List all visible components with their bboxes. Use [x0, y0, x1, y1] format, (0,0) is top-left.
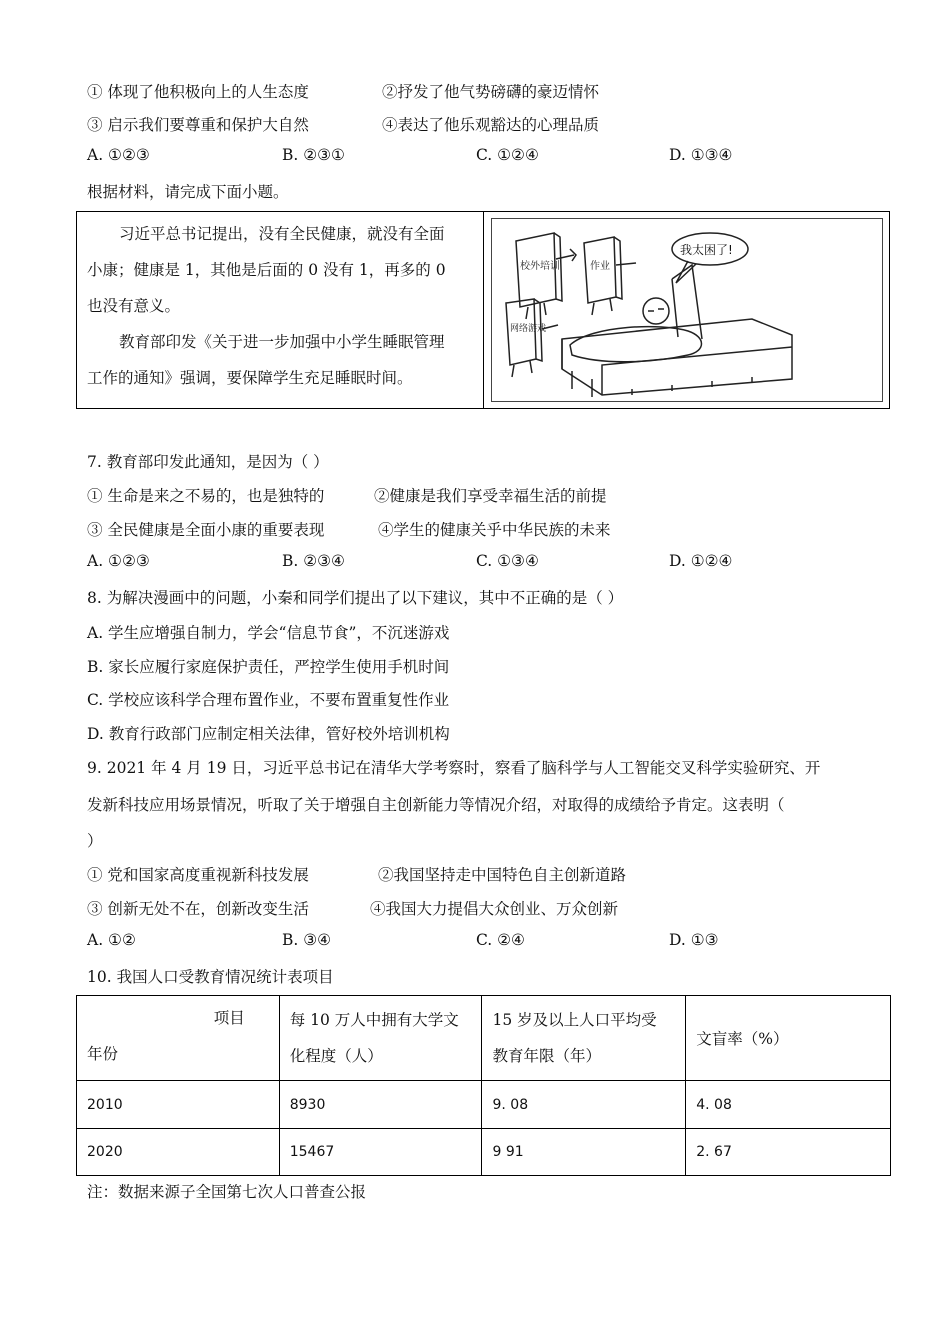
option-c[interactable]: C. ①②④	[476, 146, 539, 164]
q9-statement-4: ④我国大力提倡大众创业、万众创新	[370, 900, 619, 918]
table-row	[77, 1129, 891, 1176]
q7-option-b[interactable]: B. ②③④	[282, 552, 345, 570]
statement-4: ④表达了他乐观豁达的心理品质	[382, 116, 600, 134]
statement-1: ① 体现了他积极向上的人生态度	[87, 83, 309, 101]
q8-option-c[interactable]: C. 学校应该科学合理布置作业，不要布置重复性作业	[87, 691, 450, 709]
q7-statement-1: ① 生命是来之不易的，也是独特的	[87, 487, 325, 505]
material-text: 习近平总书记提出，没有全民健康，就没有全面 小康；健康是 1，其他是后面的 0 没有 1，再多的 0 也没有意义。 教育部印发《关于进一步加强中小学生睡眠管理 工作的通知》强调，要保障学生充足睡眠时间。	[87, 225, 446, 387]
q10-stem: 10. 我国人口受教育情况统计表项目	[87, 968, 334, 986]
statement-3: ③ 启示我们要尊重和保护大自然	[87, 116, 309, 134]
table-note: 注：数据来源子全国第七次人口普查公报	[87, 1183, 367, 1201]
q7-option-a[interactable]: A. ①②③	[87, 552, 150, 570]
cell-avg-education-years: 9. 08	[482, 1081, 686, 1129]
q7-stem: 7. 教育部印发此通知，是因为（ ）	[87, 453, 329, 471]
q8-option-b[interactable]: B. 家长应履行家庭保护责任，严控学生使用手机时间	[87, 658, 450, 676]
q7-statement-3: ③ 全民健康是全面小康的重要表现	[87, 521, 325, 539]
cell-avg-education-years: 9 91	[482, 1129, 686, 1176]
q7-statement-4: ④学生的健康关乎中华民族的未来	[378, 521, 611, 539]
book-label-1: 校外培训	[520, 261, 560, 272]
q9-stem-line-1: 9. 2021 年 4 月 19 日，习近平总书记在清华大学考察时，察看了脑科学与人工智能交叉科学实验研究、开	[87, 759, 821, 777]
table-row	[77, 1081, 891, 1129]
material-intro: 根据材料，请完成下面小题。	[87, 183, 289, 201]
option-d[interactable]: D. ①③④	[669, 146, 733, 164]
cell-year: 2020	[77, 1129, 280, 1176]
q9-option-a[interactable]: A. ①②	[87, 931, 136, 949]
header-diagonal-cell	[77, 996, 280, 1081]
q9-option-c[interactable]: C. ②④	[476, 931, 525, 949]
cell-illiteracy-rate: 2. 67	[686, 1129, 891, 1176]
cartoon-illustration	[491, 218, 883, 402]
q9-stem-line-2: 发新科技应用场景情况，听取了关于增强自主创新能力等情况介绍，对取得的成绩给予肯定。这表明（	[87, 796, 785, 814]
table-header-row	[77, 996, 891, 1081]
q8-option-d[interactable]: D. 教育行政部门应制定相关法律，管好校外培训机构	[87, 725, 450, 743]
option-b[interactable]: B. ②③①	[282, 146, 345, 164]
q9-stem-line-3: ）	[87, 832, 103, 850]
header-col-1: 每 10 万人中拥有大学文 化程度（人）	[279, 996, 482, 1081]
cell-university-per-100k: 8930	[279, 1081, 482, 1129]
q9-option-d[interactable]: D. ①③	[669, 931, 719, 949]
option-a[interactable]: A. ①②③	[87, 146, 150, 164]
cell-year: 2010	[77, 1081, 280, 1129]
cell-university-per-100k: 15467	[279, 1129, 482, 1176]
q9-option-b[interactable]: B. ③④	[282, 931, 332, 949]
statement-2: ②抒发了他气势磅礴的豪迈情怀	[382, 83, 600, 101]
q8-option-a[interactable]: A. 学生应增强自制力，学会“信息节食”，不沉迷游戏	[87, 624, 450, 642]
header-col-3: 文盲率（%）	[686, 996, 891, 1081]
q8-stem: 8. 为解决漫画中的问题，小秦和同学们提出了以下建议，其中不正确的是（ ）	[87, 589, 624, 607]
education-stats-table	[76, 995, 891, 1176]
header-year-label: 年份	[87, 1045, 119, 1063]
material-box	[76, 211, 890, 409]
q7-option-c[interactable]: C. ①③④	[476, 552, 539, 570]
speech-bubble-text: 我太困了!	[680, 243, 733, 257]
q7-statement-2: ②健康是我们享受幸福生活的前提	[374, 487, 607, 505]
cell-illiteracy-rate: 4. 08	[686, 1081, 891, 1129]
header-col-2: 15 岁及以上人口平均受 教育年限（年）	[482, 996, 686, 1081]
q9-statement-1: ① 党和国家高度重视新科技发展	[87, 866, 309, 884]
header-item-label: 项目	[213, 1009, 245, 1027]
book-label-2: 作业	[590, 261, 610, 272]
q7-option-d[interactable]: D. ①②④	[669, 552, 733, 570]
q9-statement-2: ②我国坚持走中国特色自主创新道路	[378, 866, 627, 884]
book-label-3: 网络游戏	[510, 324, 547, 334]
q9-statement-3: ③ 创新无处不在，创新改变生活	[87, 900, 309, 918]
